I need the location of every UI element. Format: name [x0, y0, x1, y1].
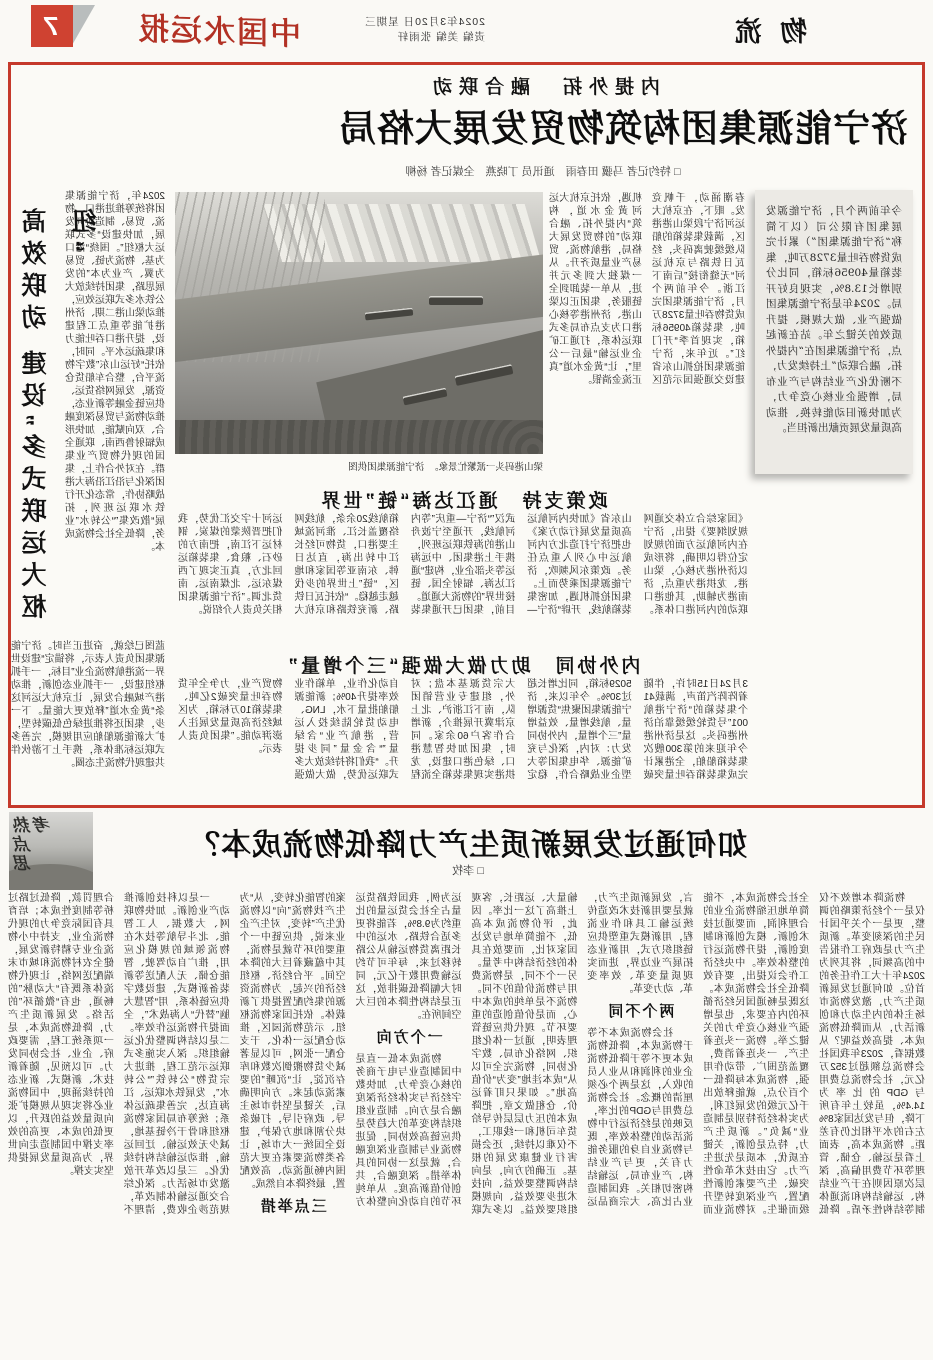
article-byline: □ 特约记者 马骥 田春雨 通讯员 丁晓燕 全媒记者 杨柳: [405, 166, 681, 178]
bottom-paragraph: 物流成本低一直是中国制造业与电子商务的核心竞争力，加快数字经济与实体经济深度融合是方向。制造业组织结构变革的大趋势是供应链高效协同，促进物流业与制造业深度融合，就是这一协同的具体举措。深度融合，共创价值新高度。从单纯环节的自动化向整体方案的智能化转变，从“为生产找物流”向“以物流优生产”转变，对生产企业来说，供应链中一个重要的环节就是物流，其中蕴藏着巨大的降本空间。平台经济、枢纽经济的兴起，为物流资源的集约配置提供了新载体。依托国家物流枢纽、示范物流园区，推动仓配运一体化、干支仓配一张网，可以显著减少货物搬倒次数和库存沉淀，让“沉睡”的要素流动起来。方向明确后，关键是坚持市场主导、政府引导，打破条块分割和地方保护，建设全国统一大市场，让各类物流要素在更大范围内畅通流动、高效配置，最终降本自然成。: [239, 893, 462, 1208]
intro-note-text: 今年前两个月，济宁能源发展集团有限公司（以下简称“济宁能源集团”）累计完成货物吞吐量3728万吨，集装箱量40956标箱，同比分别增长13.8%，实现良好开局。2024年是济宁能源集团做强产业、做大规模、提升质效的关键之年。站在新起点，济宁能源集团在“内提外拓、融合联动”上持续发力，不断优化产业结构与产业布局，增强企业核心竞争力，为加快新旧动能转换、推动高质量发展贡献出新担当。: [766, 205, 902, 434]
bottom-paragraph: 社会物流成本不等于物流成本，降低物流成本更不等于降低物流企业的利润和从业人员的收入，这是两个必须厘清的概念。社会物流总费用与GDP的比率，反映的是经济运行中物流活动的整体效率，既与物流业自身的服务能力有关，更与产业结构、产业布局、运输结构密切相关。我国制造业占比高、大宗商品运输量大、运距长，客观上推高了这一比率。因此，评价物流成本高低，不能简单地与发达国家对比，而要放在具体的经济结构中考量。另一个不同，是物流费用与物流价值的不同。物流不是单纯的成本中心，而是价值创造的重要环节。现代供应链管理表明，通过一体化组织、网络化布局、数字化协同，物流完全可以从“成本洼地”变为“价值高地”。如果只盯着运价、仓租做文章，把降成本的压力层层传导给货车司机和一线职工，不仅难以持续，还会损害行业健康发展的根基。正确的方向，是向结构调整要效益、向技术进步要效益、向规模组织要效益。以多式联运为例，我国铁路货运量占全社会货运量的比重约为9.8%，若能将更多适合铁路、水运的中长距离货物运输从公路转移过来，每年可节约运输费用数千亿元，同时大幅降低碳排放，这正是结构性降本的巨大空间所在。: [355, 893, 694, 1216]
bottom-article-columns: [8, 892, 925, 1354]
section2-title: 内外协同 助力做大做强“三个增量”: [285, 656, 641, 677]
bottom-paragraph: 一是以科技创新推动产业创新。加快物联网、大数据、人工智能、北斗导航等技术在物流领域的规模化应用，推广自动驾驶、智能仓储、无人配送等新装备新模式，建设数字供应链体系，用“智慧大脑”替代“人海战术”，全面提升物流运作效率。二是以结构调整优化运输组织。深入实施多式联运示范工程，推进大宗货物“公转铁”“公转水”，发展铁水联运、江海直达，完善集疏运体系；统筹布局国家物流枢纽和骨干冷链基地，减少无效运输、迂回运输，推动运输结构持续优化。三是以改革开放激发市场活力。深化综合交通运输体制改革，规范涉企收费，清理不合理罚款，降低过路过桥等制度性成本；培育具有国际竞争力的现代物流企业，支持中小物流企业专精特新发展，健全农村物流和城市末端配送网络，让现代物流体系既有“大动脉”的畅通，也有“微循环”的活络。发展新质生产力，降低物流成本，是一项系统工程，需要政府、企业、社会协同发力。可以预见，随着新技术、新模式、新业态的持续涌现，中国物流业必将实现从规模扩张向质量效益的跃升，以更低的成本、更高的效率支撑中国制造走向世界，为高质量发展提供坚实支撑。: [8, 893, 230, 1216]
photo-caption: 梁山港码头一派繁忙景象。 济宁能源集团供图: [348, 462, 543, 473]
article-kicker: 内提外拓 融合联动: [426, 77, 661, 98]
page-number-badge: 7: [31, 5, 73, 47]
lede-columns: 春潮涌动，千帆竞发。眼下，在京杭大运河济宁段梁山港港区，满载集装箱的船队缓缓驶离码头，经瓦日铁路与京杭运河“无缝衔接”后南下江浙。今年前两个月，济宁能源集团完成货物吞吐量3728万吨、集装箱40956标箱，实现首季“开门红”。近年来，济宁能源集团抢抓山东省建设交通强国示范区机遇，依托京杭大运河黄金水道，构筑“内提外拓、融合联动”的物贸发展大格局，港航物流、贸易产业量质齐升。从一煤独大到多元并进，从单一装卸到全链服务，集团正以梁山港、济州港等核心港口为支点布局多式联运体系，打通工矿企业运输“最后一公里”，让“黄金水道”真正流金淌银。: [549, 193, 745, 386]
section1-body: 《国家综合立体交通网规划纲要》提出，济宁在内河航运方面的规划定位得以明确，将形成以济州港为核心，梁山港、龙拱港为重点，济南港为辅助，其他港口联动的内河港口体系。山东省《加快内河航运高质量发展行动方案》也把济宁打造北方内河航运中心列入重点任务。政策东风频吹，济宁能源集团乘势而上。集团抢抓机遇，加密集装箱航线，开辟“济宁—武汉”“济宁—重庆”等内河航线，开通至宁波舟山港的海铁联运班列，携手上港集团、中远海运等头部企业，构建“通江达海、辐射全国、链接世界”的物流大通道。目前，集团已开通集装箱航线20余条，航线网络覆盖长江、淮河流域主要港口，货物可经长江中转出海，直达日韩、东南亚等国家和地区，“链”上世界的步伐越走越稳。“依托瓦日铁路、新兖铁路和京杭大运河十字交汇优势，我们把晋陕蒙的煤炭、钢材运下江南，把南方的砂石、粮食、集装箱运回北方，真正实现了西煤东运、北煤南运、南货北调。”济宁能源集团相关负责人介绍说。: [178, 514, 748, 616]
bottom-article-byline: □ 李牧: [452, 865, 484, 877]
tree-line-shape: [175, 420, 543, 454]
date-editor-block: [364, 15, 485, 45]
section1-title: 政策支持 通江达海“链”世界: [318, 491, 608, 512]
sidebar-body-bottom: 蓝图已绘就，奋进正当时。济宁能源集团负责人表示，将锚定“建设世界一流港航物流企业”目标，一手抓枢纽建设，一手抓业态创新，推动港产城融合发展，让京杭大运河这条“黄金水道”释放更大能量。下一步，集团还将推进绿色低碳转型，扩大新能源船舶应用规模，完善多式联运标准体系，携手上下游伙伴共建现代物流生态圈。: [11, 641, 165, 769]
corner-triangle: [71, 5, 95, 47]
column-logo-graphic: [9, 812, 93, 890]
section2-body: 3月24日15时许，伴随着阵阵汽笛声，满载41个集装箱的“济宁港航001”号货轮缓缓靠泊济州港码头。这是济州港今年迎来的第300艘次集装箱船舶，全港累计完成集装箱吞吐量突破5029标箱，同比增长超过30%。今年以来，济宁能源集团聚焦“货源增量、航线增量、效益增量”三个增量，内外协同发力：对内，深化与兖矿能源、华电集团等大型企业战略合作，稳定大宗货源基本盘；对外，组建专业营销团队，南下江浙沪、北上京津冀开展推介，新增合作客户60余家。同时，集团加快智慧港口、绿色港口建设，龙拱港实现集装箱全流程自动化作业，单箱作业效率提升40%；新能源船舶批量下水，LNG、电动货轮陆续投入运营，港航产业“含绿量”“含金量”同步提升。“我们将持续放大多式联运优势，做大做强物贸产业，力争全年货物吞吐量突破2亿吨、集装箱10万标箱，为区域经济高质量发展注入澎湃动能。”集团负责人表示。: [178, 679, 748, 781]
date-line: 2024年3月20日 星期三: [364, 16, 485, 28]
editor-line: 责编 美编 张雨轩: [396, 31, 485, 43]
ship-shape: [429, 296, 483, 305]
column-logo-title: 热点思考: [15, 816, 55, 873]
port-aerial-photo: [175, 192, 543, 454]
article-headline: 济宁能源集团构筑物贸发展大格局: [338, 108, 908, 149]
bottom-article-headline: 如何通过发展新质生产力降低物流成本？: [189, 829, 747, 862]
crosshead-one-direction: 一个方向: [374, 1029, 443, 1046]
crosshead-three-measures: 三点举措: [258, 1198, 327, 1215]
sidebar-body-top: 2024年，济宁能源集团将统筹推进港口、物流、贸易、制造协同发展，加快建设“多式联运大枢纽”。围绕“港口为基、物流为链、贸易为翼、产业为本”的发展思路，集团持续放大公铁水多式联运效应，推动梁山港二期、济州港扩能等重点工程建设，提升港口吞吐能力和集疏运水平。同时，依托“好运山东”数字物流平台，整合车船货仓资源，发展网络货运、供应链金融等新业态，推动物流与贸易深度融合、双向赋能，加快形成辐射鲁西南、联通全国的现代物贸产业集群。在对外合作上，集团深化与沿江沿海大港战略协作，常态化开行铁水联运班列，拓展“散改集”“公转水”业务，降低全社会物流成本。: [65, 191, 165, 553]
sidebar-vertical-title: 高效联动 建设“多式联运大枢纽”: [22, 208, 100, 626]
masthead-calligraphy: 中国水运报: [136, 11, 301, 53]
crosshead-two-differences: 两个不同: [606, 1003, 675, 1020]
bottom-paragraph: 物流降本增效不仅仅是一个经济策略的调整，更是一个关乎国计民生的深刻变革。新质生产力是政府工作报告中的高频词，将其列为2024年十大工作任务的首位。如何通过发展新质生产力，激发物流市场主体的内生动力和创新活力，从而降低物流成本、提高效益呢？从数据看，2023年我国社会物流总额超过352万亿元，社会物流总费用与GDP的比率为14.4%，虽较上年有所下降，但与发达国家8%左右的水平相比仍有差距。物流成本高，表面上看是运输、仓储、管理等环节费用偏高，深层次原因则在于产业结构、运输结构和流通体制等结构性矛盾。降低全社会物流成本，不能简单地压缩物流企业的合理利润，而要通过技术创新、模式创新和制度创新，提升物流运行的整体效率。中央经济工作会议提出，要有效降低全社会物流成本。这既是畅通国民经济循环的内在要求，也是增强产业核心竞争力的关键之举。物流一头连着生产、一头连着消费，覆盖范围广、带动作用强，物流成本每降低一个百分点，就能释放出千亿元级的发展红利，为实体经济特别是制造业“减负”。新质生产力，特点是创新，关键在质优，本质是先进生产力。它由技术革命性突破、生产要素创新性配置、产业深度转型升级而催生。对物流业而言，发展新质生产力，就是要用新技术改造传统运输工具和作业流程，用新模式重塑供应链组织方式，用新业态拓展产业边界，进而实现质量变革、效率变革、动力变革。: [587, 893, 925, 1216]
section-name: 物流: [717, 17, 807, 47]
intro-note-card: [755, 190, 913, 474]
